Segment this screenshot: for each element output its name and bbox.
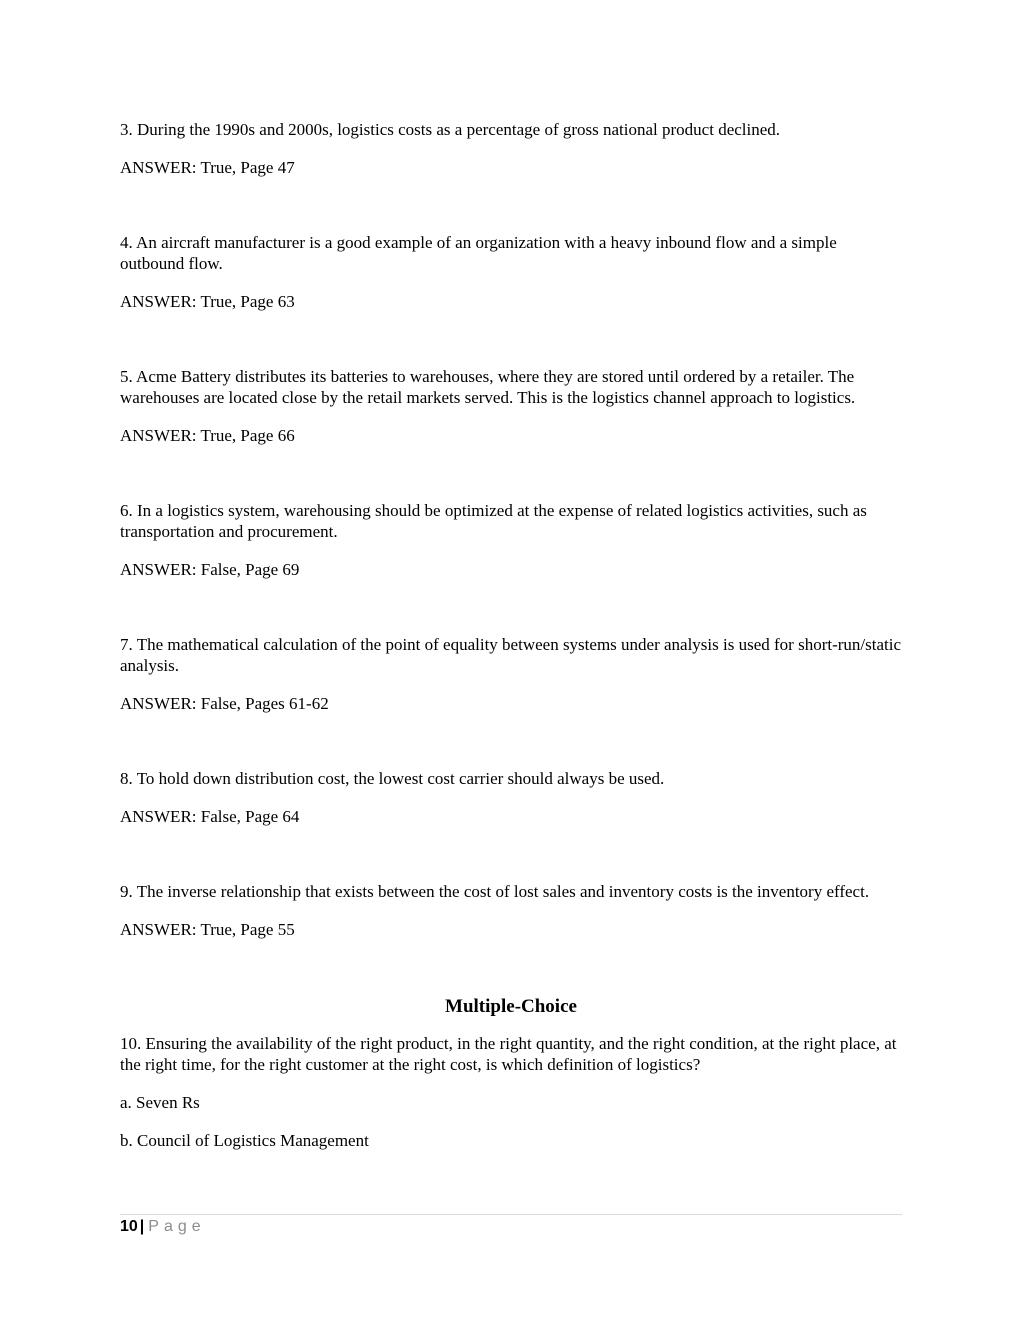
question-text: 4. An aircraft manufacturer is a good example of an organization with a heavy inbound flow and a simple outbound flow. [120, 233, 837, 273]
mc-option-a: a. Seven Rs [120, 1093, 200, 1112]
answer-text: ANSWER: True, Page 55 [120, 920, 295, 939]
answer-text: ANSWER: False, Page 64 [120, 807, 300, 826]
question-text: 8. To hold down distribution cost, the lowest cost carrier should always be used. [120, 769, 665, 788]
answer-text: ANSWER: False, Pages 61-62 [120, 694, 329, 713]
answer-text: ANSWER: True, Page 63 [120, 292, 295, 311]
mc-question-item-10 [120, 1033, 902, 1151]
footer-divider [120, 1214, 902, 1215]
question-text: 7. The mathematical calculation of the point of equality between systems under analysis is used for short-run/static analysis. [120, 635, 902, 675]
question-text: 3. During the 1990s and 2000s, logistics costs as a percentage of gross national product declined. [120, 120, 781, 139]
section-heading: Multiple-Choice [445, 996, 577, 1017]
question-item-9 [120, 881, 902, 940]
question-item-7 [120, 634, 902, 714]
question-item-6 [120, 500, 902, 580]
question-item-5 [120, 366, 902, 446]
page-number: 10 [120, 1218, 138, 1235]
answer-text: ANSWER: True, Page 47 [120, 158, 295, 177]
question-item-4 [120, 232, 902, 312]
page-label: Page [148, 1218, 206, 1235]
page-footer [120, 1217, 206, 1237]
mc-question-text: 10. Ensuring the availability of the right product, in the right quantity, and the right condition, at the right place, at the right time, for the right customer at the right cost, is which definition of logistics? [120, 1034, 897, 1074]
answer-text: ANSWER: True, Page 66 [120, 426, 295, 445]
answer-text: ANSWER: False, Page 69 [120, 560, 300, 579]
question-item-3 [120, 119, 902, 178]
question-text: 6. In a logistics system, warehousing should be optimized at the expense of related logistics activities, such as transportation and procurement. [120, 501, 867, 541]
footer-separator: | [139, 1218, 145, 1235]
question-text: 5. Acme Battery distributes its batteries to warehouses, where they are stored until ordered by a retailer. The warehouses are located close by the retail markets served. This is the logistics channel approach to logistics. [120, 367, 856, 407]
document-body [120, 119, 902, 1151]
question-item-8 [120, 768, 902, 827]
question-text: 9. The inverse relationship that exists between the cost of lost sales and inventory costs is the inventory effect. [120, 882, 870, 901]
mc-option-b: b. Council of Logistics Management [120, 1131, 369, 1150]
